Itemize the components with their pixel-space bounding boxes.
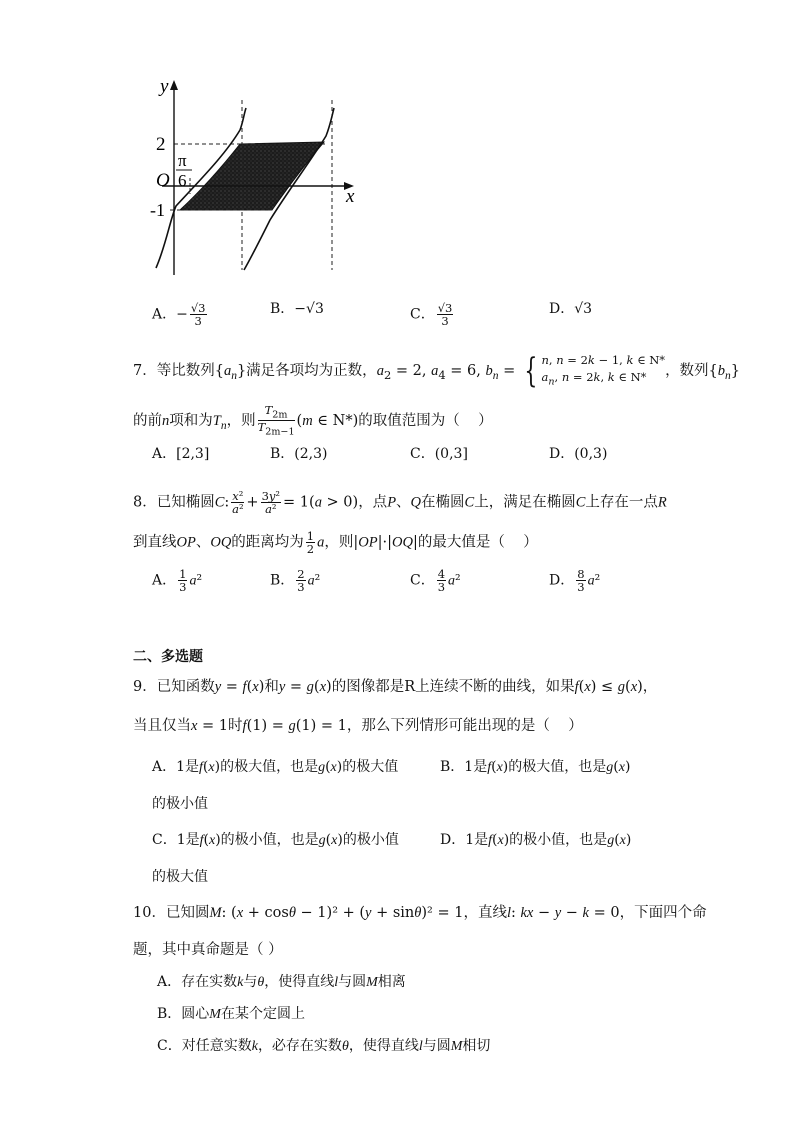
shaded-region [180, 142, 324, 210]
q10-option-c[interactable]: C．对任意实数k，必存在实数θ，使得直线l与圆M相切 [157, 1038, 491, 1054]
section-title: 二、多选题 [133, 649, 203, 665]
option-label: C． [410, 306, 435, 323]
y-tick-2: 2 [156, 134, 166, 155]
q7-option-a[interactable]: A．[2,3] [152, 446, 210, 462]
q9-stem-line2: 当且仅当x = 1时f(1) = g(1) = 1，那么下列情形可能出现的是（ ） [133, 718, 583, 734]
q9-option-b[interactable]: B．1是f(x)的极大值，也是g(x) [440, 759, 631, 775]
graph-figure [140, 70, 370, 275]
option-label: A． [152, 306, 177, 323]
q6-option-d[interactable]: D．√3 [549, 301, 593, 317]
q8-stem-line1: 8．已知椭圆C: $\frac{\text{x²}}{\text{a²}}$ + $\frac{\text{3y²}}{\text{a²}}$ = 1(a > 0)，点P、Q在椭圆C上，满足在椭圆C上存在一点R [133, 489, 667, 517]
q10-stem-line1: 10．已知圆M: (x + cosθ − 1)² + (y + sinθ)² = 1，直线l: kx − y − k = 0，下面四个命 [133, 905, 707, 921]
q8-option-b[interactable]: B． $\frac{2}{3}$ a² [270, 567, 321, 595]
q6-option-c[interactable] [410, 302, 455, 327]
y-axis-label: y [160, 76, 169, 97]
x-tick-six: 6 [178, 171, 187, 190]
q9-option-b-cont: 的极小值 [152, 796, 208, 812]
q9-stem-line1: 9．已知函数y = f(x)和y = g(x)的图像都是R上连续不断的曲线，如果f(x) ≤ g(x)， [133, 679, 658, 695]
fraction: $\frac{T_{2m}}{T_{2m-1}}$ [257, 403, 295, 438]
q6-option-a[interactable]: A．− $\frac{√3}{3}$ [152, 301, 206, 329]
q8-stem-line2: 到直线OP、OQ的距离均为 $\frac{1}{2}$ a，则|OP|·|OQ|的最大值是（ ） [133, 529, 538, 557]
q6-option-b[interactable]: B．−√3 [270, 301, 324, 317]
x-axis-label: x [346, 186, 355, 207]
q9-option-d-cont: 的极大值 [152, 869, 208, 885]
q8-option-c[interactable]: C． $\frac{4}{3}$ a² [410, 567, 461, 595]
q7-stem-line2: 的前n项和为$T_n$，则 $\frac{T_{2m}}{T_{2m-1}}$ (m ∈ N*)的取值范围为（ ） [133, 403, 493, 438]
q10-stem-line2: 题，其中真命题是（ ） [133, 942, 283, 958]
q10-option-b[interactable]: B．圆心M在某个定圆上 [157, 1006, 305, 1022]
q10-option-a[interactable]: A．存在实数k与θ，使得直线l与圆M相离 [157, 974, 406, 990]
q8-option-a[interactable]: A． $\frac{1}{3}$ a² [152, 567, 203, 595]
q7-option-b[interactable]: B．(2,3) [270, 446, 328, 462]
q9-option-a[interactable]: A．1是f(x)的极大值，也是g(x)的极大值 [152, 759, 399, 775]
fraction: $\frac{√3}{3}$ [437, 301, 453, 329]
q9-option-d[interactable]: D．1是f(x)的极小值，也是g(x) [440, 832, 632, 848]
option-label: D． [549, 301, 575, 317]
fraction: $\frac{√3}{3}$ [190, 301, 206, 329]
y-tick-neg1: -1 [150, 200, 165, 220]
origin-label: O [156, 170, 170, 191]
q8-option-d[interactable]: D． $\frac{8}{3}$ a² [549, 567, 601, 595]
tangent-graph-svg [140, 70, 370, 275]
fraction: $\frac{1}{2}$ [306, 529, 315, 557]
q7-option-c[interactable]: C．(0,3] [410, 446, 468, 462]
y-axis-arrow [170, 80, 178, 90]
q7-option-d[interactable]: D．(0,3) [549, 446, 608, 462]
fraction: $\frac{\text{3y²}}{\text{a²}}$ [261, 489, 281, 517]
option-label: B． [270, 301, 295, 317]
fraction: $\frac{\text{x²}}{\text{a²}}$ [232, 489, 244, 517]
x-tick-pi: π [178, 151, 187, 170]
q7-stem-line1: 7．等比数列$\{a_n\}$满足各项均为正数，$a_2 = 2$, $a_4 = 6$, $b_n$ = { n, n = 2k − 1, k ∈ N* $a_n$, n = 2k, k ∈ N* ，数列$\{b_n\}$ [133, 350, 741, 391]
q9-option-c[interactable]: C．1是f(x)的极小值，也是g(x)的极小值 [152, 832, 399, 848]
